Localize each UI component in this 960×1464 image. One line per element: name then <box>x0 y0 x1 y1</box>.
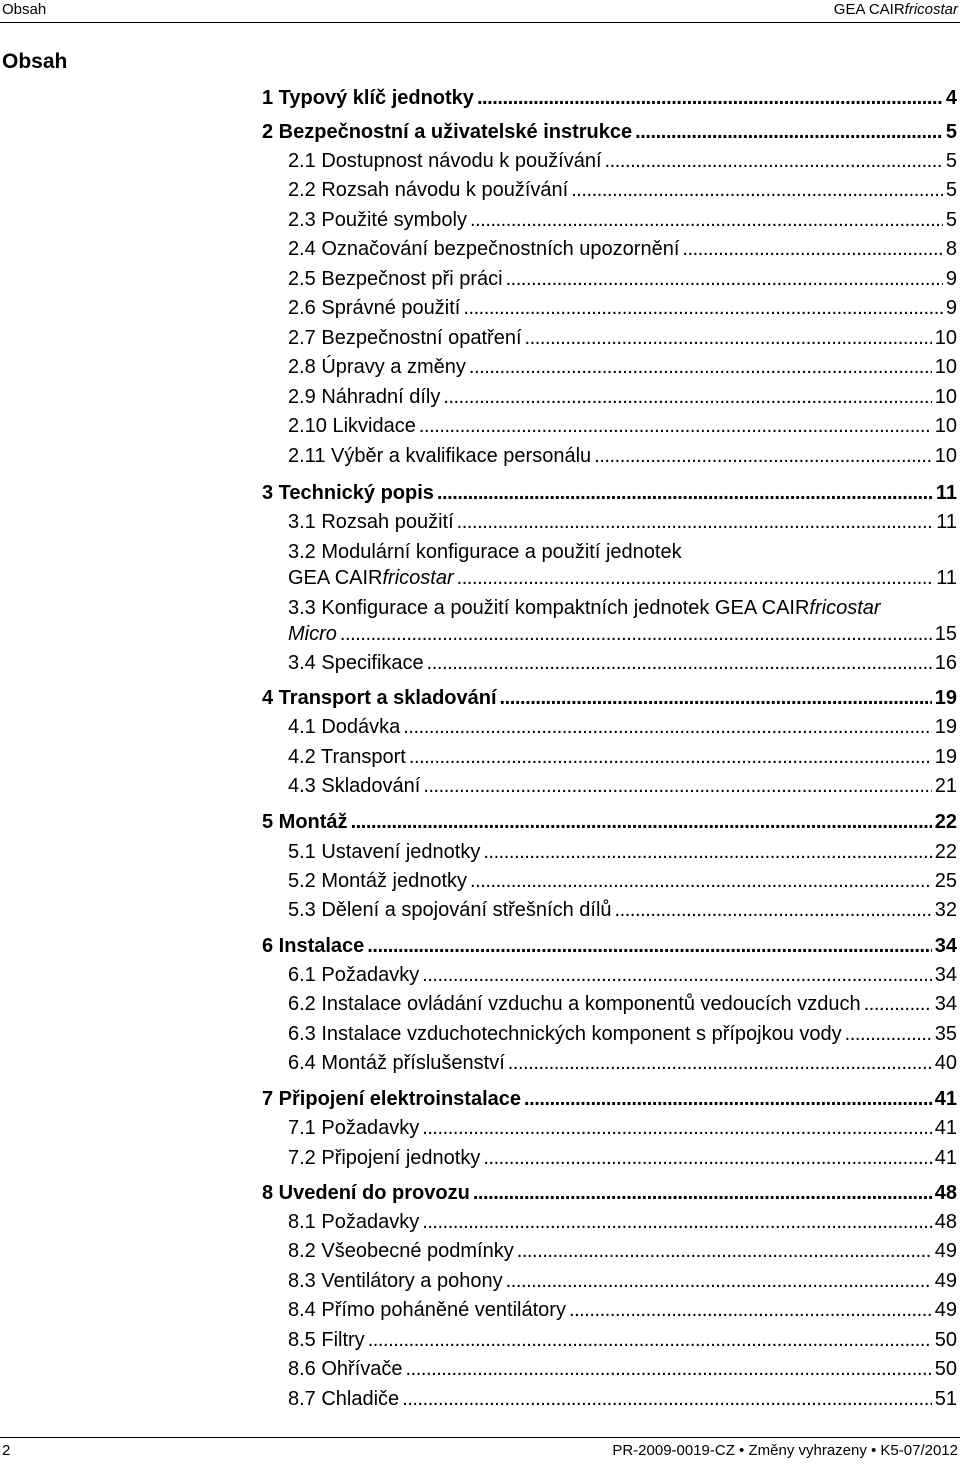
header-brand: GEA CAIRfricostar <box>833 1 958 18</box>
toc-entry[interactable]: 2.1 Dostupnost návodu k používání . . . 5 <box>288 147 957 175</box>
toc-entry[interactable]: 4.3 Skladování . . . 21 <box>288 772 957 800</box>
header-section-name: Obsah <box>2 1 47 18</box>
toc-entry[interactable]: 5.3 Dělení a spojování střešních dílů . . . 32 <box>288 896 957 924</box>
toc-entry[interactable]: 8.7 Chladiče . . . 51 <box>288 1385 957 1413</box>
toc-entry[interactable]: 7 Připojení elektroinstalace . . . 41 <box>262 1085 957 1113</box>
toc-entry[interactable]: 8.2 Všeobecné podmínky . . . 49 <box>288 1237 957 1265</box>
toc-entry[interactable]: GEA CAIRfricostar . . . 11 <box>288 564 957 592</box>
toc-entry[interactable]: 2 Bezpečnostní a uživatelské instrukce . . . 5 <box>262 118 957 146</box>
toc-entry[interactable]: 6.4 Montáž příslušenství . . . 40 <box>288 1049 957 1077</box>
toc-entry[interactable]: 3.1 Rozsah použití . . . 11 <box>288 508 957 536</box>
toc-entry[interactable]: 5.1 Ustavení jednotky . . . 22 <box>288 838 957 866</box>
toc-entry-line[interactable]: 3.2 Modulární konfigurace a použití jednotek <box>288 541 682 563</box>
toc-entry[interactable]: 2.3 Použité symboly . . . 5 <box>288 206 957 234</box>
toc-entry[interactable]: 1 Typový klíč jednotky . . . 4 <box>262 84 957 112</box>
footer-doc-info: PR-2009-0019-CZ • Změny vyhrazeny • K5-07/2012 <box>612 1442 958 1459</box>
toc-entry[interactable]: 2.6 Správné použití . . . 9 <box>288 294 957 322</box>
toc-entry[interactable]: 2.11 Výběr a kvalifikace personálu . . . 10 <box>288 442 957 470</box>
toc-entry[interactable]: 2.7 Bezpečnostní opatření . . . 10 <box>288 324 957 352</box>
toc-entry[interactable]: 4.2 Transport . . . 19 <box>288 743 957 771</box>
toc-entry[interactable]: 6.3 Instalace vzduchotechnických komponent s přípojkou vody . . . 35 <box>288 1020 957 1048</box>
toc-entry-line[interactable]: 3.3 Konfigurace a použití kompaktních jednotek GEA CAIRfricostar <box>288 597 881 619</box>
page-title: Obsah <box>2 50 68 73</box>
toc-entry[interactable]: 5.2 Montáž jednotky . . . 25 <box>288 867 957 895</box>
toc-entry[interactable]: 2.4 Označování bezpečnostních upozornění . . . 8 <box>288 235 957 263</box>
toc-entry[interactable]: 2.9 Náhradní díly . . . 10 <box>288 383 957 411</box>
toc-entry[interactable]: 2.8 Úpravy a změny . . . 10 <box>288 353 957 381</box>
toc-entry[interactable]: 8.1 Požadavky . . . 48 <box>288 1208 957 1236</box>
toc-entry[interactable]: 3.4 Specifikace . . . 16 <box>288 649 957 677</box>
toc-entry[interactable]: 8.6 Ohřívače . . . 50 <box>288 1355 957 1383</box>
toc-entry[interactable]: 4.1 Dodávka . . . 19 <box>288 713 957 741</box>
toc-entry[interactable]: Micro . . . 15 <box>288 620 957 648</box>
toc-entry[interactable]: 6.2 Instalace ovládání vzduchu a komponentů vedoucích vzduch . . . 34 <box>288 990 957 1018</box>
toc-entry[interactable]: 6.1 Požadavky . . . 34 <box>288 961 957 989</box>
toc-entry[interactable]: 7.1 Požadavky . . . 41 <box>288 1114 957 1142</box>
page-header <box>0 0 960 23</box>
toc-entry[interactable]: 4 Transport a skladování . . . 19 <box>262 684 957 712</box>
toc-entry[interactable]: 5 Montáž . . . 22 <box>262 808 957 836</box>
toc-entry[interactable]: 8.4 Přímo poháněné ventilátory . . . 49 <box>288 1296 957 1324</box>
toc-entry[interactable]: 3 Technický popis . . . 11 <box>262 479 957 507</box>
toc-entry[interactable]: 2.10 Likvidace . . . 10 <box>288 412 957 440</box>
page-footer <box>0 1437 960 1464</box>
toc-entry[interactable]: 7.2 Připojení jednotky . . . 41 <box>288 1144 957 1172</box>
toc-entry[interactable]: 2.5 Bezpečnost při práci . . . 9 <box>288 265 957 293</box>
toc-entry[interactable]: 8.5 Filtry . . . 50 <box>288 1326 957 1354</box>
toc-entry[interactable]: 6 Instalace . . . 34 <box>262 932 957 960</box>
toc-entry[interactable]: 8.3 Ventilátory a pohony . . . 49 <box>288 1267 957 1295</box>
toc-entry[interactable]: 8 Uvedení do provozu . . . 48 <box>262 1179 957 1207</box>
toc-entry[interactable]: 2.2 Rozsah návodu k používání . . . 5 <box>288 176 957 204</box>
footer-page-number: 2 <box>2 1442 11 1459</box>
